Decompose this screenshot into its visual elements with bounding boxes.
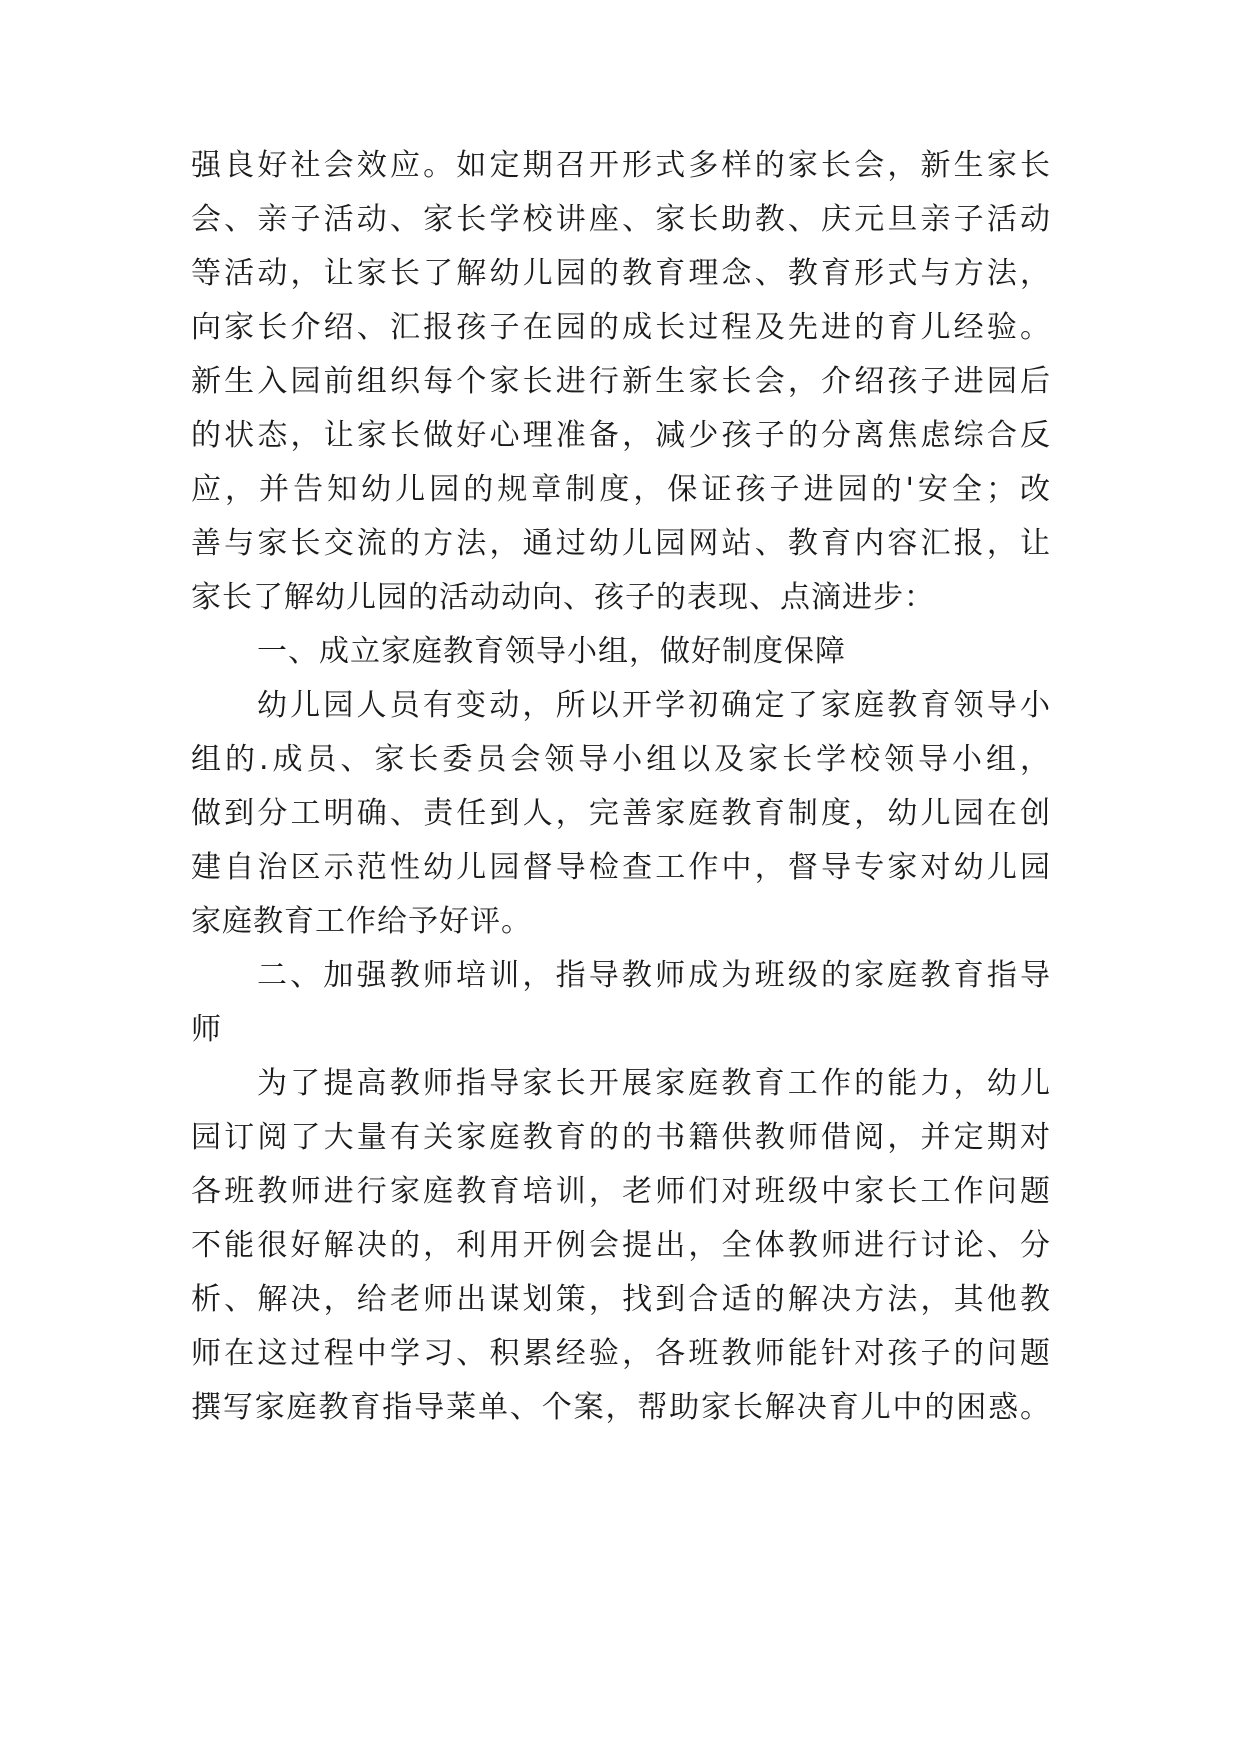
text-line: 家庭教育工作给予好评。 bbox=[191, 904, 532, 939]
text-line: 会、亲子活动、家长学校讲座、家长助教、庆元旦亲子活动 bbox=[191, 202, 1051, 237]
section-heading-2: 二、加强教师培训，指导教师成为班级的家庭教育指导 bbox=[257, 958, 1051, 993]
text-line: 各班教师进行家庭教育培训，老师们对班级中家长工作问题 bbox=[191, 1174, 1051, 1209]
text-line: 做到分工明确、责任到人，完善家庭教育制度，幼儿园在创 bbox=[191, 796, 1051, 831]
section-heading-2-continued: 师 bbox=[191, 1012, 222, 1047]
text-line: 建自治区示范性幼儿园督导检查工作中，督导专家对幼儿园 bbox=[191, 850, 1051, 885]
text-line: 组的.成员、家长委员会领导小组以及家长学校领导小组， bbox=[191, 742, 1051, 777]
text-line: 幼儿园人员有变动，所以开学初确定了家庭教育领导小 bbox=[257, 688, 1051, 723]
text-line: 善与家长交流的方法，通过幼儿园网站、教育内容汇报，让 bbox=[191, 526, 1051, 561]
text-line: 向家长介绍、汇报孩子在园的成长过程及先进的育儿经验。 bbox=[191, 310, 1051, 345]
text-line: 师在这过程中学习、积累经验，各班教师能针对孩子的问题 bbox=[191, 1336, 1051, 1371]
text-line: 撰写家庭教育指导菜单、个案，帮助家长解决育儿中的困惑。 bbox=[191, 1390, 1051, 1425]
text-line: 不能很好解决的，利用开例会提出，全体教师进行讨论、分 bbox=[191, 1228, 1051, 1263]
text-line: 家长了解幼儿园的活动动向、孩子的表现、点滴进步： bbox=[191, 580, 935, 615]
text-line: 应，并告知幼儿园的规章制度，保证孩子进园的'安全；改 bbox=[191, 472, 1051, 507]
text-line: 强良好社会效应。如定期召开形式多样的家长会，新生家长 bbox=[191, 148, 1051, 183]
text-line: 的状态，让家长做好心理准备，减少孩子的分离焦虑综合反 bbox=[191, 418, 1051, 453]
text-line: 析、解决，给老师出谋划策，找到合适的解决方法，其他教 bbox=[191, 1282, 1051, 1317]
text-line: 新生入园前组织每个家长进行新生家长会，介绍孩子进园后 bbox=[191, 364, 1051, 399]
text-line: 等活动，让家长了解幼儿园的教育理念、教育形式与方法， bbox=[191, 256, 1051, 291]
section-heading-1: 一、成立家庭教育领导小组，做好制度保障 bbox=[257, 634, 846, 669]
text-line: 园订阅了大量有关家庭教育的的书籍供教师借阅，并定期对 bbox=[191, 1120, 1051, 1155]
text-line: 为了提高教师指导家长开展家庭教育工作的能力，幼儿 bbox=[257, 1066, 1051, 1101]
